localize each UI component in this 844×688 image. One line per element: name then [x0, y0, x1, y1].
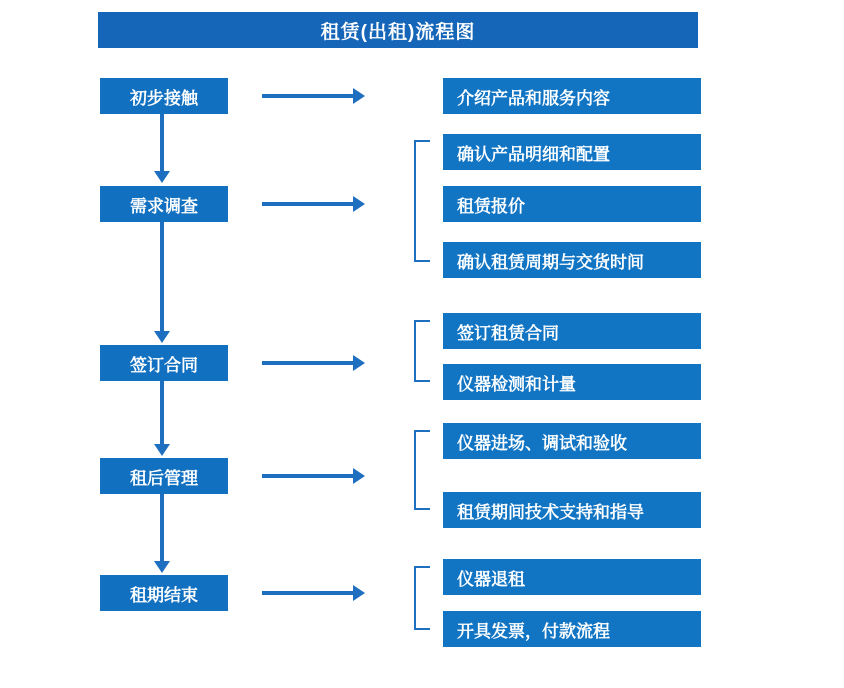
horizontal-arrow-icon-3	[262, 361, 354, 365]
stage-node-3-label: 签订合同	[130, 355, 198, 375]
group-bracket-2	[414, 320, 430, 382]
detail-node-4-label: 确认租赁周期与交货时间	[457, 252, 644, 272]
group-bracket-4	[414, 566, 430, 630]
stage-node-1-label: 初步接触	[130, 88, 198, 108]
detail-node-2[interactable]	[443, 134, 701, 170]
horizontal-arrow-icon-4	[262, 474, 354, 478]
detail-node-10-label: 开具发票，付款流程	[457, 621, 610, 641]
stage-node-2-label: 需求调查	[130, 196, 198, 216]
stage-node-2[interactable]	[100, 186, 228, 222]
stage-node-1[interactable]	[100, 78, 228, 114]
stage-node-4[interactable]	[100, 458, 228, 494]
detail-node-7-label: 仪器进场、调试和验收	[457, 433, 627, 453]
group-bracket-3	[414, 430, 430, 510]
detail-node-2-label: 确认产品明细和配置	[457, 144, 610, 164]
detail-node-10[interactable]	[443, 611, 701, 647]
detail-node-9[interactable]	[443, 559, 701, 595]
detail-node-5-label: 签订租赁合同	[457, 323, 559, 343]
vertical-arrow-icon-3	[160, 381, 164, 445]
detail-node-1[interactable]	[443, 78, 701, 114]
detail-node-8-label: 租赁期间技术支持和指导	[457, 502, 644, 522]
detail-node-1-label: 介绍产品和服务内容	[457, 88, 610, 108]
page-title: 租赁(出租)流程图	[98, 12, 698, 48]
horizontal-arrow-icon-1	[262, 94, 354, 98]
horizontal-arrow-icon-5	[262, 591, 354, 595]
detail-node-5[interactable]	[443, 313, 701, 349]
detail-node-3[interactable]	[443, 186, 701, 222]
detail-node-4[interactable]	[443, 242, 701, 278]
detail-node-6[interactable]	[443, 364, 701, 400]
stage-node-5[interactable]	[100, 575, 228, 611]
group-bracket-1	[414, 140, 430, 262]
vertical-arrow-icon-1	[160, 114, 164, 172]
vertical-arrow-icon-2	[160, 222, 164, 332]
stage-node-3[interactable]	[100, 345, 228, 381]
vertical-arrow-icon-4	[160, 494, 164, 562]
horizontal-arrow-icon-2	[262, 202, 354, 206]
detail-node-3-label: 租赁报价	[457, 196, 525, 216]
detail-node-6-label: 仪器检测和计量	[457, 374, 576, 394]
detail-node-8[interactable]	[443, 492, 701, 528]
stage-node-5-label: 租期结束	[130, 585, 198, 605]
detail-node-7[interactable]	[443, 423, 701, 459]
stage-node-4-label: 租后管理	[130, 468, 198, 488]
detail-node-9-label: 仪器退租	[457, 569, 525, 589]
